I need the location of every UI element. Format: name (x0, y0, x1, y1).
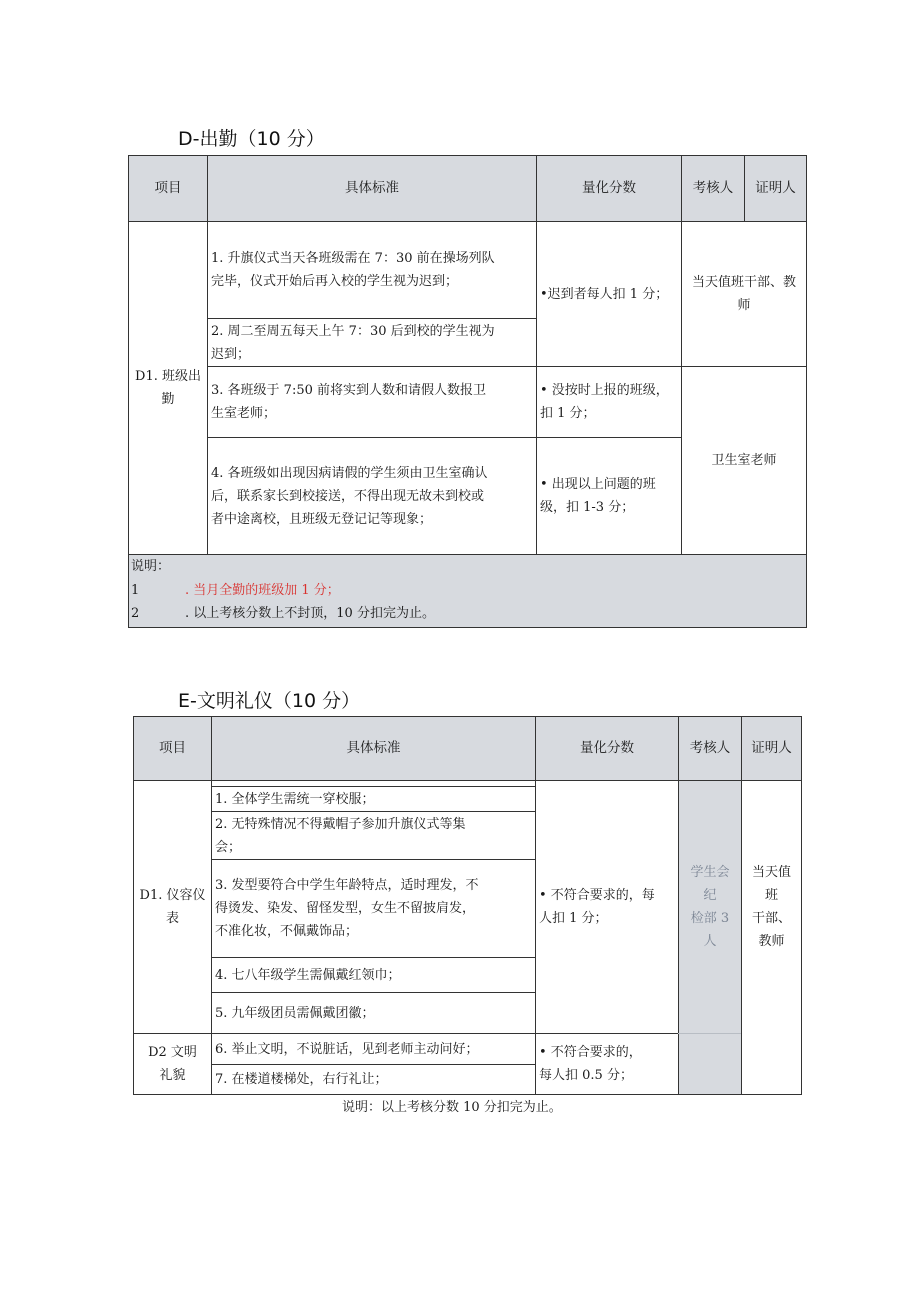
e-item-line: 表 (165, 911, 179, 926)
d-criterion-line: 者中途离校，且班级无登记记等现象； (211, 511, 433, 527)
e-criterion-3 (211, 859, 536, 958)
d-criterion-line: 后，联系家长到校接送，不得出现无故未到校或 (211, 488, 485, 504)
d-assessor-line: 师 (737, 298, 751, 313)
e-criterion-line: 7. 在楼道楼梯处，右行礼让； (215, 1072, 388, 1087)
d-criterion-line: 1. 升旗仪式当天各班级需在 7：30 前在操场列队 (211, 251, 495, 266)
d-criterion-line: 生室老师； (211, 406, 277, 421)
d-criterion-4 (207, 437, 537, 555)
e-item-manners (133, 1033, 212, 1095)
e-item-line: D1. 仪容仪 (139, 888, 206, 903)
d-score-line: • 没按时上报的班级， (540, 383, 669, 398)
section-e-title: E-文明礼仪（10 分） (178, 690, 361, 712)
e-criterion-line: 3. 发型要符合中学生年龄特点，适时理发，不 (215, 878, 479, 893)
e-criterion-6 (211, 1033, 536, 1065)
e-header-item: 项目 (133, 716, 212, 781)
e-assessor-line: 检部 3 (690, 910, 730, 926)
d-header-item: 项目 (128, 155, 208, 222)
d-note-1-index: 1 (131, 583, 140, 598)
d-criterion-2 (207, 318, 537, 367)
e-assessor-value (678, 780, 742, 1034)
e-item-line: D2 文明 (148, 1045, 197, 1060)
d-assessor-duty (681, 221, 807, 367)
d-criterion-3 (207, 366, 537, 438)
d-criterion-1 (207, 221, 537, 319)
d-header-witness: 证明人 (744, 155, 807, 222)
d-header-assessor: 考核人 (681, 155, 745, 222)
d-assessor-clinic: 卫生室老师 (681, 366, 807, 555)
e-criterion-7 (211, 1064, 536, 1095)
d-criterion-line: 迟到； (211, 346, 251, 362)
e-criterion-line: 5. 九年级团员需佩戴团徽； (215, 1005, 375, 1021)
d-criterion-line: 完毕，仪式开始后再入校的学生视为迟到； (211, 274, 459, 289)
e-score-appearance (535, 780, 679, 1034)
d-note-2-text: . 以上考核分数上不封顶，10 分扣完为止。 (185, 606, 435, 621)
e-criterion-4 (211, 957, 536, 993)
e-criterion-5 (211, 992, 536, 1034)
e-criterion-2 (211, 811, 536, 860)
d-score-line: 级，扣 1-3 分； (540, 500, 635, 515)
e-item-line: 礼貌 (159, 1068, 186, 1083)
e-witness-line: 干部、 (751, 911, 791, 926)
d-score-line: •迟到者每人扣 1 分； (540, 286, 669, 302)
e-header-witness: 证明人 (741, 716, 802, 781)
e-criterion-line: 2. 无特殊情况不得戴帽子参加升旗仪式等集 (215, 816, 466, 832)
e-criterion-line: 6. 举止文明，不说脏话，见到老师主动问好； (215, 1041, 479, 1057)
d-score-late (536, 221, 682, 367)
e-score-manners (535, 1033, 679, 1095)
d-score-issues (536, 437, 682, 555)
d-item-class-attendance (128, 221, 208, 555)
d-note-1-text: . 当月全勤的班级加 1 分； (185, 583, 340, 598)
d-criterion-line: 3. 各班级于 7:50 前将实到人数和请假人数报卫 (211, 383, 486, 398)
section-d-title: D-出勤（10 分） (178, 128, 325, 150)
e-criterion-line: 得烫发、染发、留怪发型，女生不留披肩发， (215, 901, 476, 916)
e-criterion-line: 不准化妆，不佩戴饰品； (215, 924, 359, 939)
e-criterion-line: 4. 七八年级学生需佩戴红领巾； (215, 967, 401, 983)
e-assessor-line: 纪 (703, 887, 717, 903)
e-criterion-line: 会； (215, 839, 242, 855)
e-criterion-1 (211, 786, 536, 812)
e-witness-line: 当天值 (751, 865, 791, 880)
d-score-line: • 出现以上问题的班 (540, 477, 656, 492)
d-criterion-line: 4. 各班级如出现因病请假的学生须由卫生室确认 (211, 465, 488, 481)
e-assessor-line: 学生会 (690, 864, 730, 880)
d-header-score: 量化分数 (536, 155, 682, 222)
d-score-report (536, 366, 682, 438)
d-header-standard: 具体标准 (207, 155, 537, 222)
e-assessor-line: 人 (703, 933, 717, 949)
e-header-assessor: 考核人 (678, 716, 742, 781)
d-item-line: 勤 (161, 392, 175, 407)
d-criterion-line: 2. 周二至周五每天上午 7：30 后到校的学生视为 (211, 323, 495, 339)
e-score-line: • 不符合要求的， (539, 1045, 642, 1060)
d-assessor-line: 当天值班干部、教 (691, 275, 796, 290)
d-item-line: D1. 班级出 (135, 369, 201, 384)
e-witness-line: 教师 (758, 934, 785, 949)
d-notes-label: 说明： (131, 559, 171, 574)
d-score-line: 扣 1 分； (540, 406, 596, 421)
e-criterion-line: 1. 全体学生需统一穿校服； (215, 791, 375, 807)
e-witness-line: 班 (764, 888, 778, 903)
e-item-appearance (133, 780, 212, 1034)
e-header-score: 量化分数 (535, 716, 679, 781)
d-note-2-index: 2 (131, 606, 140, 621)
e-score-line: • 不符合要求的，每 (539, 888, 655, 903)
e-score-line: 每人扣 0.5 分； (539, 1068, 633, 1083)
e-score-line: 人扣 1 分； (539, 911, 608, 926)
e-note: 说明：以上考核分数 10 分扣完为止。 (342, 1100, 562, 1115)
d-notes (128, 554, 807, 628)
e-witness-value (741, 780, 802, 1034)
e-header-standard: 具体标准 (211, 716, 536, 781)
